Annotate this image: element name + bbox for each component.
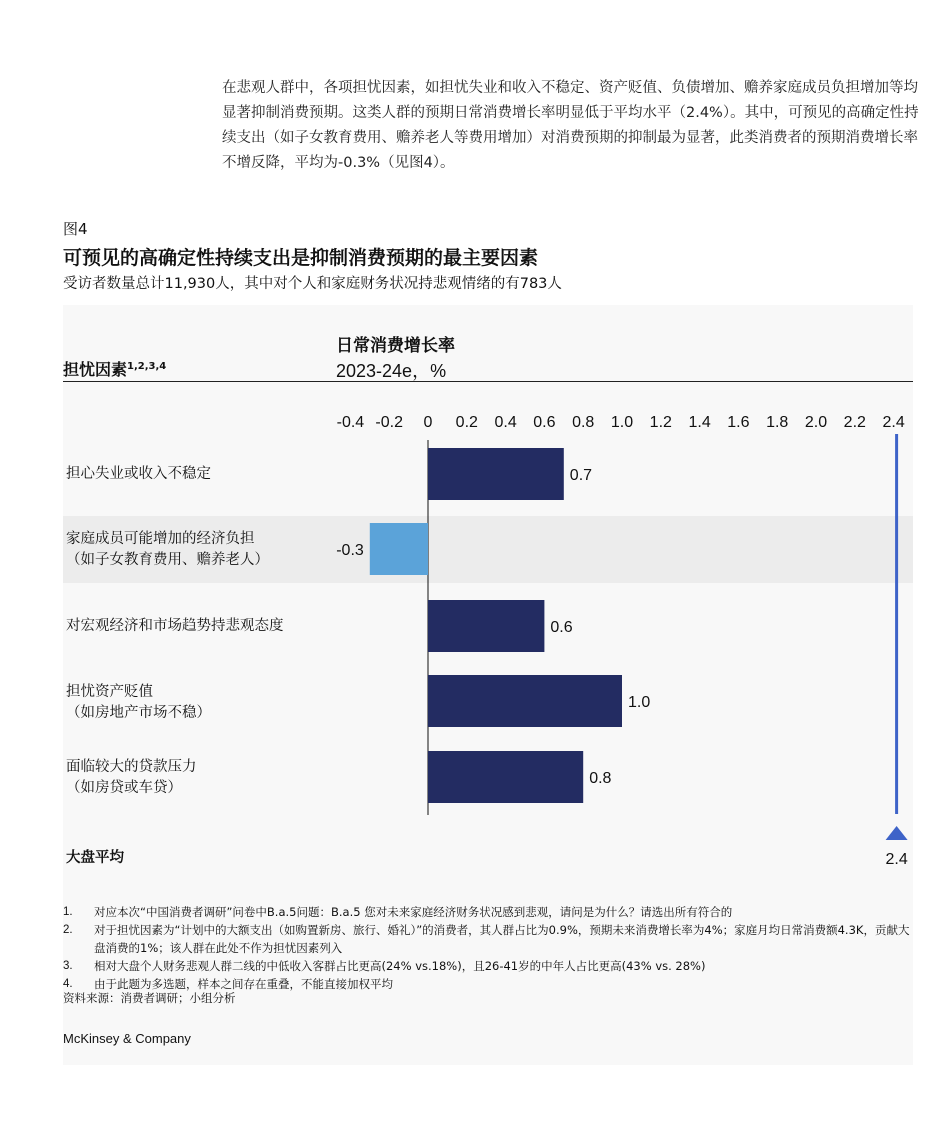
average-label: 大盘平均	[66, 850, 124, 866]
x-tick-label: 0.6	[533, 414, 556, 431]
footnote-text: 由于此题为多选题，样本之间存在重叠，不能直接加权平均	[94, 977, 393, 991]
footnote-number: 2.	[63, 924, 73, 936]
footnote-text: 相对大盘个人财务悲观人群二线的中低收入客群占比更高(24% vs.18%)，且26-41岁的中年人占比更高(43% vs. 28%)	[94, 959, 706, 973]
category-label-line2: （如房地产市场不稳）	[66, 705, 211, 721]
bar-value-label: -0.3	[336, 542, 364, 559]
category-label-line1: 面临较大的贷款压力	[66, 759, 197, 775]
footnote-number: 3.	[63, 960, 73, 972]
footnote-number: 4.	[63, 978, 73, 990]
source-note: 资料来源：消费者调研；小组分析	[63, 991, 236, 1005]
intro-paragraph: 在悲观人群中，各项担忧因素，如担忧失业和收入不稳定、资产贬值、负债增加、赡养家庭成员负担增加等均显著抑制消费预期。这类人群的预期日常消费增长率明显低于平均水平（2.4%）。其中，可预见的高确定性持续支出（如子女教育费用、赡养老人等费用增加）对消费预期的抑制最为显著，此类消费者的预期消费增长率不增反降，平均为-0.3%（见图4）。	[222, 80, 919, 171]
x-tick-label: 0.4	[494, 414, 517, 431]
x-tick-label: -0.2	[375, 414, 403, 431]
bar-value-label: 1.0	[628, 694, 651, 711]
footnote-text: 对应本次“中国消费者调研”问卷中B.a.5问题：B.a.5 您对未来家庭经济财务状况感到悲观，请问是为什么？请选出所有符合的	[94, 905, 733, 919]
x-tick-label: 1.0	[610, 414, 634, 431]
footnote-number: 1.	[63, 906, 73, 918]
x-tick-label: 1.4	[688, 414, 711, 431]
footnote	[63, 903, 913, 921]
category-label-line1: 家庭成员可能增加的经济负担	[66, 531, 255, 547]
footnote-text: 对于担忧因素为“计划中的大额支出（如购置新房、旅行、婚礼）”的消费者，其人群占比为0.9%，预期未来消费增长率为4%；家庭月均日常消费额4.3K，贡献大盘消费的1%；该人群在此处不作为担忧因素列入	[94, 923, 910, 955]
category-label-line1: 担心失业或收入不稳定	[66, 466, 211, 482]
footnote	[63, 921, 913, 957]
category-label-line1: 担忧资产贬值	[66, 684, 153, 700]
x-tick-label: 2.2	[843, 414, 866, 431]
brand-logo-text: McKinsey & Company	[63, 1031, 191, 1046]
x-tick-label: 2.4	[882, 414, 905, 431]
bar	[428, 600, 544, 652]
figure-label: 图4	[63, 220, 88, 238]
category-label-line1: 对宏观经济和市场趋势持悲观态度	[66, 618, 284, 634]
x-tick-label: -0.4	[336, 414, 365, 431]
bar	[370, 523, 428, 575]
bar-value-label: 0.7	[569, 467, 593, 484]
bar	[428, 751, 583, 803]
average-marker-arrow	[886, 826, 908, 840]
column-unit: 2023-24e，%	[336, 361, 447, 381]
bar	[428, 448, 564, 500]
column-title: 日常消费增长率	[336, 336, 455, 356]
average-value-label: 2.4	[885, 851, 908, 868]
bar	[428, 675, 622, 727]
footnote	[63, 957, 913, 975]
x-tick-label: 1.8	[766, 414, 789, 431]
footnotes	[63, 903, 913, 993]
row-header-footnotes: 1,2,3,4	[127, 361, 167, 372]
category-label-line2: （如房贷或车贷）	[66, 780, 182, 796]
bar-value-label: 0.6	[550, 619, 573, 636]
x-tick-label: 0.2	[455, 414, 478, 431]
x-tick-label: 0	[423, 414, 433, 431]
x-tick-label: 0.8	[572, 414, 595, 431]
x-tick-label: 1.6	[727, 414, 750, 431]
bar-value-label: 0.8	[589, 770, 612, 787]
row-header-text: 担忧因素	[63, 360, 128, 379]
category-label-line2: （如子女教育费用、赡养老人）	[66, 552, 269, 568]
x-tick-label: 2.0	[804, 414, 828, 431]
figure-title: 可预见的高确定性持续支出是抑制消费预期的最主要因素	[63, 247, 539, 269]
figure-subtitle: 受访者数量总计11,930人，其中对个人和家庭财务状况持悲观情绪的有783人	[63, 276, 562, 292]
x-tick-label: 1.2	[649, 414, 672, 431]
